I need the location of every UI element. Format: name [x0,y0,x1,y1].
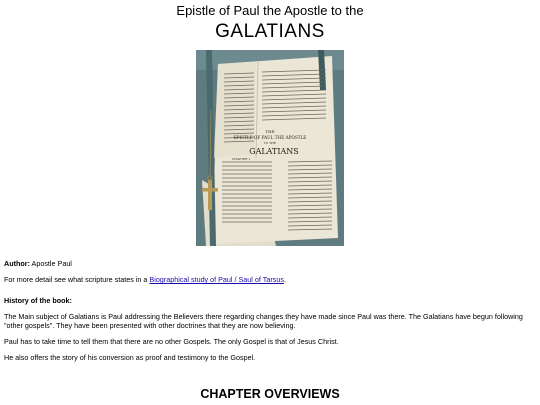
history-paragraph-2: Paul has to take time to tell them that there are no other Gospels. The only Gospel is that of Jesus Christ. [4,337,339,346]
history-heading: History of the book: [4,296,72,305]
more-detail-suffix: . [283,275,286,284]
author-label: Author: [4,259,30,268]
svg-text:THE: THE [265,129,275,134]
biographical-study-link[interactable]: Biographical study of Paul / Saul of Tarsus [149,275,284,284]
page-subtitle: Epistle of Paul the Apostle to the [176,3,364,18]
article-content [4,259,536,369]
history-paragraph-3: He also offers the story of his conversion as proof and testimony to the Gospel. [4,353,256,362]
svg-text:EPISTLE OF PAUL THE APOSTLE: EPISTLE OF PAUL THE APOSTLE [233,135,307,140]
more-detail-line [4,275,536,284]
bible-photo [196,50,344,246]
open-bible-with-cross-photo-icon [196,50,344,246]
svg-text:CHAPTER 1: CHAPTER 1 [232,157,251,161]
author-line [4,259,536,268]
chapter-overviews-heading: CHAPTER OVERVIEWS [200,387,340,401]
page-title: GALATIANS [215,21,325,42]
svg-text:TO THE: TO THE [263,141,277,145]
history-paragraph-1: The Main subject of Galatians is Paul addressing the Believers there regarding changes they have made since Paul was there. The Galatians have begun following "other gospels". They have been presented with other doctrines that they are now believing. [4,312,523,330]
more-detail-prefix: For more detail see what scripture states in a [4,275,150,284]
author-value: Apostle Paul [29,259,72,268]
svg-text:GALATIANS: GALATIANS [249,147,299,156]
